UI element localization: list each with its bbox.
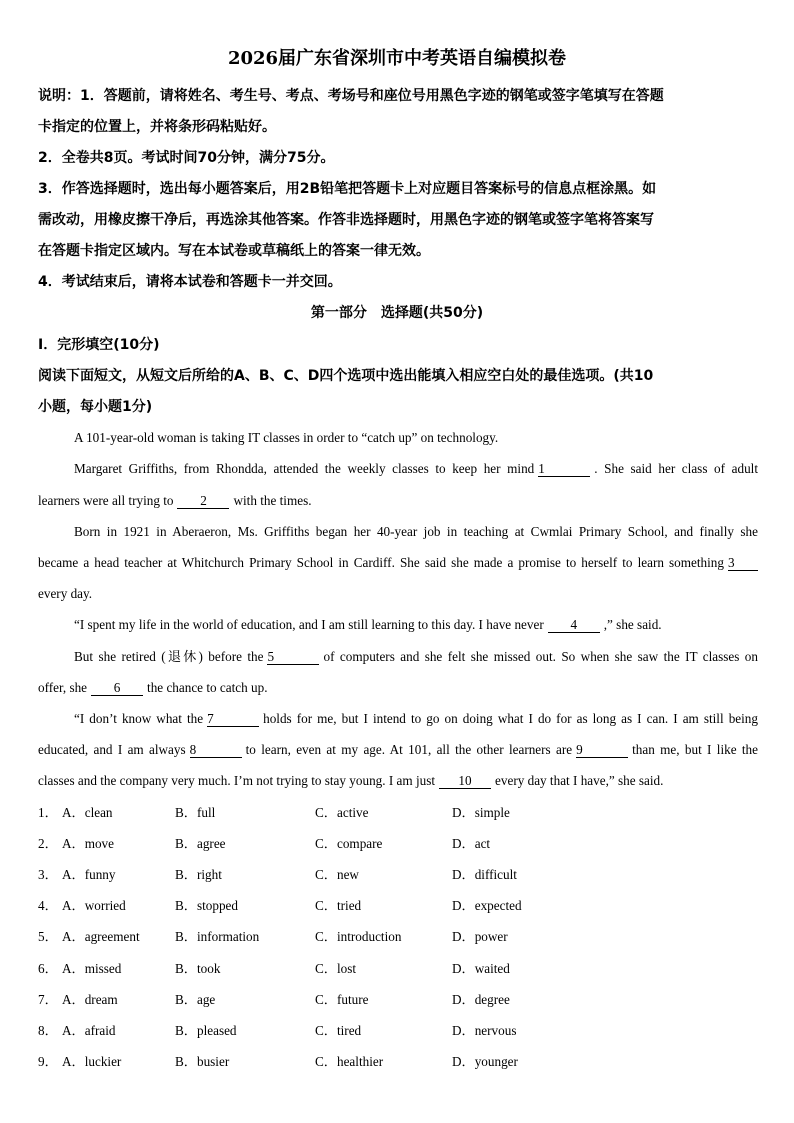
question-number: 5． <box>38 929 58 944</box>
question-number: 1． <box>38 805 58 820</box>
instructions-line-5: 需改动，用橡皮擦干净后，再选涂其他答案。作答非选择题时，用黑色字迹的钢笔或签字笔将答案写 <box>38 212 654 228</box>
option-a: A．move <box>62 836 115 851</box>
passage-line <box>74 710 758 728</box>
passage-text: “I don’t know what the <box>74 711 204 726</box>
blank-1: 1 <box>538 462 590 477</box>
question-number: 6． <box>38 961 58 976</box>
option-a: A．clean <box>62 805 113 820</box>
option-c: C．tired <box>315 1023 362 1038</box>
passage-text: to learn, even at my age. At 101, all the other learners are <box>245 742 573 757</box>
instructions-line-1: 说明：1．答题前，请将姓名、考生号、考点、考场号和座位号用黑色字迹的钢笔或签字笔填写在答题 <box>38 88 664 104</box>
passage-line: every day. <box>38 586 93 601</box>
question-row <box>38 897 758 915</box>
passage-text: every day that I have,” she said. <box>495 773 664 788</box>
instructions-line-7: 4．考试结束后，请将本试卷和答题卡一并交回。 <box>38 274 342 290</box>
passage-text: ,” she said. <box>603 617 662 632</box>
option-c: C．compare <box>315 836 383 851</box>
exam-title: 2026届广东省深圳市中考英语自编模拟卷 <box>227 48 567 69</box>
question-row <box>38 991 758 1009</box>
option-d: D．younger <box>452 1054 518 1069</box>
passage-line <box>38 492 758 510</box>
option-b: B．right <box>175 867 222 882</box>
passage-text: “I spent my life in the world of education, and I am still learning to this day. I have never <box>74 617 544 632</box>
passage-text: than me, but I like the <box>632 742 758 757</box>
blank-2: 2 <box>177 494 229 509</box>
passage-text: . She said her class of adult <box>594 461 758 476</box>
passage-line: Born in 1921 in Aberaeron, Ms. Griffiths began her 40-year job in teaching at Cwmlai Primary School, and finally she <box>74 524 758 539</box>
question-row <box>38 866 758 884</box>
option-a: A．afraid <box>62 1023 116 1038</box>
passage-line <box>74 648 758 666</box>
option-a: A．dream <box>62 992 118 1007</box>
passage-text: holds for me, but I intend to go on doing what I do for as long as I can. I am still being <box>263 711 758 726</box>
blank-3: 3 <box>728 556 758 571</box>
instructions-line-6: 在答题卡指定区域内。写在本试卷或草稿纸上的答案一律无效。 <box>38 243 430 259</box>
passage-line <box>38 679 758 697</box>
question-number: 9． <box>38 1054 58 1069</box>
instructions-line-2: 卡指定的位置上，并将条形码粘贴好。 <box>38 119 276 135</box>
passage-text: learners were all trying to <box>38 493 174 508</box>
passage-text: offer, she <box>38 680 88 695</box>
option-a: A．worried <box>62 898 126 913</box>
option-b: B．pleased <box>175 1023 237 1038</box>
section-directions-line-1: 阅读下面短文，从短文后所给的A、B、C、D四个选项中选出能填入相应空白处的最佳选项。(共10 <box>38 368 654 384</box>
question-row <box>38 960 758 978</box>
option-b: B．agree <box>175 836 226 851</box>
passage-line <box>38 741 758 759</box>
part-heading: 第一部分 选择题(共50分) <box>310 305 484 321</box>
question-number: 2． <box>38 836 58 851</box>
option-d: D．difficult <box>452 867 517 882</box>
blank-6: 6 <box>91 681 143 696</box>
option-d: D．simple <box>452 805 510 820</box>
option-c: C．introduction <box>315 929 402 944</box>
question-row <box>38 804 758 822</box>
question-row <box>38 1022 758 1040</box>
question-number: 7． <box>38 992 58 1007</box>
passage-line: A 101-year-old woman is taking IT classes in order to “catch up” on technology. <box>74 430 499 445</box>
passage-text: became a head teacher at Whitchurch Primary School in Cardiff. She said she made a promise to herself to learn something <box>38 555 724 570</box>
option-a: A．missed <box>62 961 122 976</box>
passage-text: the chance to catch up. <box>147 680 268 695</box>
blank-8: 8 <box>190 743 242 758</box>
passage-text: with the times. <box>233 493 312 508</box>
option-a: A．luckier <box>62 1054 122 1069</box>
instructions-line-4: 3．作答选择题时，选出每小题答案后，用2B铅笔把答题卡上对应题目答案标号的信息点框涂黑。如 <box>38 181 657 197</box>
question-number: 3． <box>38 867 58 882</box>
option-c: C．future <box>315 992 369 1007</box>
blank-10: 10 <box>439 774 491 789</box>
option-a: A．agreement <box>62 929 140 944</box>
passage-text: of computers and she felt she missed out. So when she saw the IT classes on <box>323 649 758 664</box>
option-d: D．waited <box>452 961 510 976</box>
option-b: B．information <box>175 929 260 944</box>
question-row <box>38 835 758 853</box>
option-a: A．funny <box>62 867 116 882</box>
option-c: C．tried <box>315 898 362 913</box>
blank-4: 4 <box>548 618 600 633</box>
option-d: D．expected <box>452 898 522 913</box>
instructions-line-3: 2．全卷共8页。考试时间70分钟，满分75分。 <box>38 150 335 166</box>
option-b: B．age <box>175 992 216 1007</box>
option-d: D．act <box>452 836 491 851</box>
question-number: 8． <box>38 1023 58 1038</box>
passage-line <box>74 460 758 478</box>
section-heading: Ⅰ．完形填空(10分) <box>38 337 160 353</box>
option-b: B．stopped <box>175 898 239 913</box>
option-d: D．power <box>452 929 508 944</box>
passage-line <box>74 616 758 634</box>
option-b: B．full <box>175 805 216 820</box>
passage-line <box>38 772 758 790</box>
question-row <box>38 928 758 946</box>
question-number: 4． <box>38 898 58 913</box>
blank-5: 5 <box>267 650 319 665</box>
passage-text: classes and the company very much. I’m not trying to stay young. I am just <box>38 773 436 788</box>
option-c: C．lost <box>315 961 357 976</box>
option-c: C．new <box>315 867 359 882</box>
option-d: D．degree <box>452 992 510 1007</box>
question-row <box>38 1053 758 1071</box>
blank-7: 7 <box>207 712 259 727</box>
option-d: D．nervous <box>452 1023 517 1038</box>
option-b: B．busier <box>175 1054 230 1069</box>
option-c: C．healthier <box>315 1054 384 1069</box>
passage-text: educated, and I am always <box>38 742 186 757</box>
option-b: B．took <box>175 961 221 976</box>
section-directions-line-2: 小题，每小题1分) <box>38 399 153 415</box>
option-c: C．active <box>315 805 369 820</box>
blank-9: 9 <box>576 743 628 758</box>
passage-text: But she retired (退休) before the <box>74 649 264 664</box>
passage-line <box>38 554 758 572</box>
passage-text: Margaret Griffiths, from Rhondda, attended the weekly classes to keep her mind <box>74 461 535 476</box>
